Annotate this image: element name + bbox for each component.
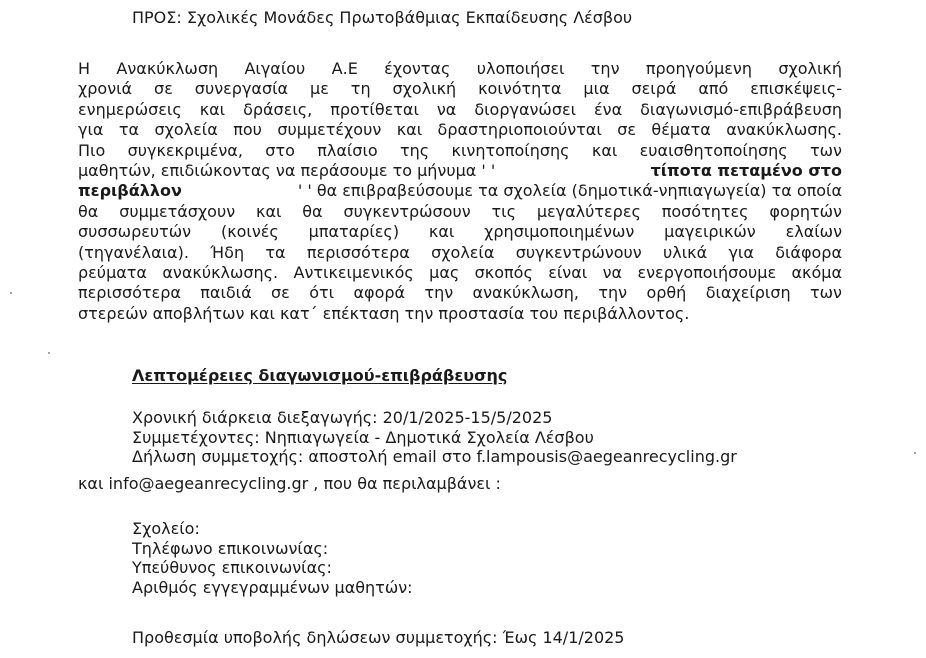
intro-line: στερεών αποβλήτων και κατ΄ επέκταση την προστασία του περιβάλλοντος. <box>78 303 690 323</box>
intro-line: ρεύματα ανακύκλωσης. Αντικειμενικός μας σκοπός είναι να ενεργοποιήσουμε ακόμα <box>78 262 842 282</box>
declaration-line-continued: και info@aegeanrecycling.gr , που θα περιλαμβάνει : <box>78 474 501 493</box>
intro-line: συσσωρευτών (κοινές μπαταρίες) και χρησιμοποιημένων μαγειρικών ελαίων <box>78 222 842 242</box>
intro-text: ' ' θα επιβραβεύσουμε τα σχολεία (δημοτικά-νηπιαγωγεία) τα οποία <box>297 181 842 201</box>
intro-line-with-slogan <box>78 181 842 201</box>
section-title: Λεπτομέρειες διαγωνισμού-επιβράβευσης <box>132 366 508 385</box>
field-students-count: Αριθμός εγγεγραμμένων μαθητών: <box>132 577 413 597</box>
duration-line: Χρονική διάρκεια διεξαγωγής: 20/1/2025-15/5/2025 <box>132 408 553 427</box>
intro-line: χρονιά σε συνεργασία με τη σχολική κοινότητα μια σειρά από επισκέψεις- <box>78 79 842 99</box>
intro-text: μαθητών, επιδιώκοντας να περάσουμε το μήνυμα ' ' <box>78 160 496 180</box>
deadline-line: Προθεσμία υποβολής δηλώσεων συμμετοχής: Έως 14/1/2025 <box>132 628 625 647</box>
field-contact-person: Υπεύθυνος επικοινωνίας: <box>132 558 332 578</box>
scan-speck <box>10 292 12 294</box>
slogan-text: περιβάλλον <box>78 181 182 201</box>
competition-details <box>132 408 737 467</box>
intro-line: Η Ανακύκλωση Αιγαίου Α.Ε έχοντας υλοποιήσει την προηγούμενη σχολική <box>78 59 842 78</box>
scan-speck <box>48 352 50 354</box>
declaration-line: Δήλωση συμμετοχής: αποστολή email στο f.lampousis@aegeanrecycling.gr <box>132 447 737 466</box>
intro-paragraph <box>78 59 842 324</box>
intro-line: θα συμμετάσχουν και θα συγκεντρώσουν τις μεγαλύτερες ποσότητες φορητών <box>78 201 842 221</box>
field-phone: Τηλέφωνο επικοινωνίας: <box>132 538 329 558</box>
recipient-line: ΠΡΟΣ: Σχολικές Μονάδες Πρωτοβάθμιας Εκπαίδευσης Λέσβου <box>132 8 633 27</box>
intro-line: ενημερώσεις και δράσεις, προτίθεται να διοργανώσει ένα διαγωνισμό-επιβράβευση <box>78 99 842 119</box>
required-fields-list <box>132 519 413 597</box>
scan-speck <box>914 452 916 454</box>
intro-line-with-slogan <box>78 161 842 181</box>
participants-line: Συμμετέχοντες: Νηπιαγωγεία - Δημοτικά Σχολεία Λέσβου <box>132 427 594 447</box>
intro-line: (τηγανέλαια). Ήδη τα περισσότερα σχολεία συγκεντρώνουν υλικά για διάφορα <box>78 242 842 262</box>
field-school: Σχολείο: <box>132 519 200 538</box>
slogan-text: τίποτα πεταμένο στο <box>650 160 842 180</box>
intro-line: Πιο συγκεκριμένα, στο πλαίσιο της κινητοποίησης και ευαισθητοποίησης των <box>78 140 842 160</box>
intro-line: για τα σχολεία που συμμετέχουν και δραστηριοποιούνται σε θέματα ανακύκλωσης. <box>78 120 842 140</box>
intro-line: περισσότερα παιδιά σε ότι αφορά την ανακύκλωση, την ορθή διαχείριση των <box>78 283 842 303</box>
